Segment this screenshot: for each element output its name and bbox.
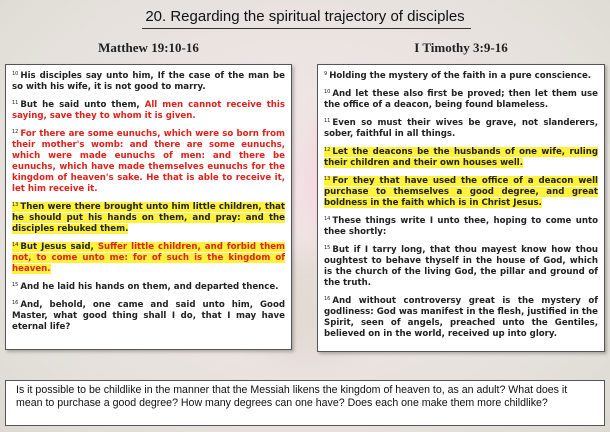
verse-text — [324, 89, 598, 110]
words-of-jesus: All men cannot receive this saying, save they to whom it is given. — [12, 100, 285, 121]
verse — [11, 98, 286, 122]
verse-phrase: Even so must their wives be grave, not slanderers, sober, faithful in all things. — [324, 118, 598, 139]
verse-number: 16 — [324, 296, 331, 302]
verse — [11, 127, 286, 195]
verse-number: 13 — [324, 176, 331, 182]
discussion-question-box: Is it possible to be childlike in the manner that the Messiah likens the kingdom of heaven to, as an adult? What does it mean to purchase a good degree? How many degrees can one have? Does each one make them more childlike? — [5, 380, 605, 426]
verse-phrase: Holding the mystery of the faith in a pure conscience. — [329, 71, 592, 81]
verse-number: 11 — [324, 118, 331, 124]
words-of-jesus: For there are some eunuchs, which were so born from their mother's womb: and there are some eunuchs, which were made eunuchs of men: and there be eunuchs, which have made themselves eunuchs for the kingdom of heaven's sake. He that is able to receive it, let him receive it. — [12, 129, 285, 194]
matthew-passage-panel — [5, 64, 292, 350]
verse-text — [12, 242, 285, 274]
verse-number: 9 — [324, 71, 328, 77]
words-of-jesus: Suffer little children, and forbid them not, to come unto me: for of such is the kingdom of heaven. — [12, 242, 285, 274]
verse-text — [12, 202, 285, 234]
verse-number: 14 — [324, 216, 331, 222]
right-column-heading: I Timothy 3:9-16 — [414, 40, 508, 55]
verse-number: 14 — [12, 242, 19, 248]
verse — [11, 240, 286, 275]
verse-phrase: And let these also first be proved; then let them use the office of a deacon, being found blameless. — [324, 89, 598, 110]
verse-text — [324, 147, 598, 168]
verse-number: 12 — [324, 147, 331, 153]
verse-number: 13 — [12, 202, 19, 208]
verse-text — [12, 300, 285, 332]
verse — [11, 200, 286, 235]
verse-number: 10 — [12, 71, 19, 77]
verse-phrase: But he said unto them, — [20, 100, 145, 110]
verse-phrase: Then were there brought unto him little children, that he should put his hands on them, and pray: and the disciples rebuked them. — [12, 202, 285, 234]
verse-phrase: And without controversy great is the mystery of godliness: God was manifest in the flesh, justified in the Spirit, seen of angels, preached unto the Gentiles, believed on in the world, received up into glory. — [324, 296, 598, 339]
verse-text — [12, 129, 285, 194]
verse — [323, 294, 599, 340]
verse-phrase: These things write I unto thee, hoping to come unto thee shortly: — [324, 216, 598, 237]
verse-number: 15 — [324, 245, 331, 251]
verse-text — [12, 71, 285, 92]
title-underline — [142, 28, 471, 29]
verse-text — [324, 118, 598, 139]
left-column-heading: Matthew 19:10-16 — [98, 40, 199, 55]
verse-text — [12, 282, 278, 292]
slide-title: 20. Regarding the spiritual trajectory of disciples — [145, 8, 465, 25]
verse-text — [12, 100, 285, 121]
verse-phrase: Let the deacons be the husbands of one wife, ruling their children and their own houses well. — [324, 147, 598, 168]
verse-text — [324, 176, 598, 208]
verse — [11, 298, 286, 333]
verse — [323, 145, 599, 169]
verse — [11, 280, 286, 293]
verse-number: 15 — [12, 282, 19, 288]
verse-phrase: His disciples say unto him, If the case of the man be so with his wife, it is not good to marry. — [12, 71, 285, 92]
verse-phrase: But if I tarry long, that thou mayest know how thou oughtest to behave thyself in the house of God, which is the church of the living God, the pillar and ground of the truth. — [324, 245, 598, 288]
verse-text — [324, 245, 598, 288]
verse — [11, 69, 286, 93]
verse — [323, 87, 599, 111]
verse — [323, 243, 599, 289]
verse — [323, 174, 599, 209]
verse-number: 11 — [12, 100, 19, 106]
verse-phrase: And, behold, one came and said unto him, Good Master, what good thing shall I do, that I may have eternal life? — [12, 300, 285, 332]
timothy-passage-panel — [317, 64, 605, 352]
verse-phrase: But Jesus said, — [20, 242, 98, 252]
verse — [323, 69, 599, 82]
verse-number: 16 — [12, 300, 19, 306]
verse-text — [324, 216, 598, 237]
verse — [323, 214, 599, 238]
verse-number: 12 — [12, 129, 19, 135]
verse-number: 10 — [324, 89, 331, 95]
verse-phrase: And he laid his hands on them, and departed thence. — [20, 282, 279, 292]
verse — [323, 116, 599, 140]
verse-text — [324, 71, 591, 81]
verse-text — [324, 296, 598, 339]
verse-phrase: For they that have used the office of a deacon well purchase to themselves a good degree, and great boldness in the faith which is in Christ Jesus. — [324, 176, 598, 208]
